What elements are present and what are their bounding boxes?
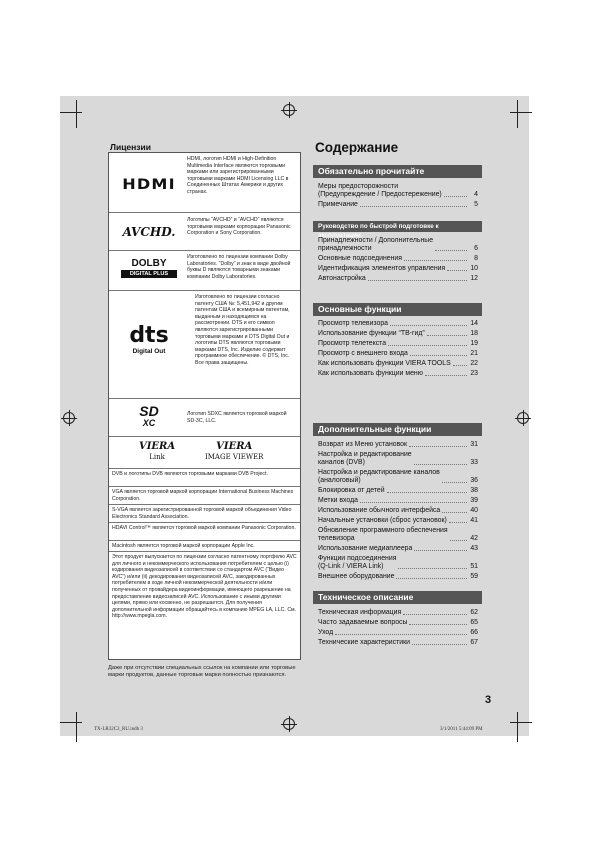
toc-item-page: 40 — [470, 507, 478, 514]
dot-leader — [410, 355, 467, 356]
toc-section-list — [318, 609, 478, 649]
toc-item-page: 41 — [470, 517, 478, 524]
dts-logo-text: dts — [129, 323, 169, 348]
toc-item-label: Функции подсоединения (Q-Link / VIERA Link) — [318, 555, 397, 570]
license-row-sdxc — [109, 399, 300, 437]
crop-mark — [60, 112, 82, 113]
toc-item[interactable] — [318, 497, 478, 505]
toc-item-label: Как использовать функции VIERA TOOLS — [318, 360, 451, 367]
toc-item-label: Метки входа — [318, 497, 358, 504]
dolby-logo — [113, 258, 185, 278]
toc-item-page: 4 — [474, 191, 478, 198]
toc-item[interactable] — [318, 469, 478, 485]
page-number: 3 — [485, 694, 492, 706]
toc-item-label: Идентификация элементов управления — [318, 265, 446, 272]
toc-item[interactable] — [318, 320, 478, 328]
toc-item-page: 36 — [470, 477, 478, 484]
toc-item[interactable] — [318, 330, 478, 338]
registration-mark-icon — [283, 104, 295, 116]
toc-item[interactable] — [318, 201, 478, 209]
license-row-svga — [109, 505, 300, 523]
avchd-logo: AVCHD. — [122, 225, 176, 239]
toc-item-page: 42 — [470, 535, 478, 542]
toc-item[interactable] — [318, 619, 478, 627]
dot-leader — [442, 482, 467, 483]
license-row-viera — [109, 437, 300, 469]
dot-leader — [442, 512, 467, 513]
toc-item[interactable] — [318, 573, 478, 581]
crop-mark — [76, 100, 77, 128]
toc-item[interactable] — [318, 275, 478, 283]
dot-leader — [360, 206, 467, 207]
toc-item-page: 8 — [474, 255, 478, 262]
sdxc-logo — [113, 405, 185, 429]
dts-logo — [113, 323, 185, 355]
dot-leader — [447, 270, 467, 271]
dot-leader — [435, 250, 467, 251]
toc-item-page: 14 — [470, 320, 478, 327]
licenses-box — [108, 152, 301, 660]
dolby-logo-subtext: DIGITAL PLUS — [121, 270, 177, 278]
toc-item-label: Использование медиаплеера — [318, 545, 413, 552]
dot-leader — [412, 644, 467, 645]
toc-item-page: 21 — [470, 350, 478, 357]
dot-leader — [414, 550, 467, 551]
toc-item[interactable] — [318, 340, 478, 348]
dot-leader — [409, 446, 467, 447]
toc-item-label: Меры предосторожности (Предупреждение / Предостережение) — [318, 183, 442, 198]
toc-item-label: Просмотр с внешнего входа — [318, 350, 408, 357]
dot-leader — [404, 260, 467, 261]
toc-item-label: Как использовать функции меню — [318, 370, 423, 377]
license-text: DVB и логотипы DVB являются торговыми марками DVB Project. — [112, 471, 268, 477]
license-text: Логотип SDXC является торговой маркой SD-3C, LLC. — [187, 411, 287, 424]
crop-mark — [60, 722, 82, 723]
footer-file-info: TX-LR32C3_RU.indb 3 — [94, 727, 143, 732]
toc-item-page: 43 — [470, 545, 478, 552]
toc-item[interactable] — [318, 183, 478, 199]
toc-item-label: Часто задаваемые вопросы — [318, 619, 408, 626]
sd-logo-text: SD — [139, 403, 159, 419]
toc-item-label: Просмотр телевизора — [318, 320, 389, 327]
toc-item-page: 39 — [470, 497, 478, 504]
toc-item-page: 59 — [470, 573, 478, 580]
toc-item[interactable] — [318, 265, 478, 273]
toc-section-heading: Обязательно прочитайте — [313, 165, 482, 178]
dot-leader — [449, 522, 467, 523]
license-text: Изготовлено по лицензии согласно патенту США №: 5,451,942 и другим патентам США и всемирным патентам, выданным и находящимся на рассмотрении. DTS и его символ являются зарегистрированными торговыми марками и DTS Digital Out и логотипы DTS являются торговыми марками DTS, Inc. Изделие содержит программное обеспечение. © DTS, Inc. Все права защищены. — [195, 294, 290, 366]
licenses-title: Лицензии — [110, 142, 151, 152]
dot-leader — [390, 325, 467, 326]
dot-leader — [388, 345, 467, 346]
toc-item-page: 23 — [470, 370, 478, 377]
toc-section-heading: Руководство по быстрой подготовке к эксплуатации — [313, 221, 482, 232]
dot-leader — [450, 540, 467, 541]
toc-item[interactable] — [318, 639, 478, 647]
license-row-macintosh — [109, 541, 300, 552]
license-row-avchd — [109, 213, 300, 251]
toc-item-label: Автонастройка — [318, 275, 366, 282]
toc-item-label: Технические характеристики — [318, 639, 410, 646]
toc-item[interactable] — [318, 441, 478, 449]
toc-item[interactable] — [318, 451, 478, 467]
toc-item-label: Примечание — [318, 201, 358, 208]
dts-logo-subtext: Digital Out — [132, 348, 166, 355]
license-row-hdmi — [109, 153, 300, 213]
viera-link-logo — [139, 441, 175, 463]
toc-item[interactable] — [318, 517, 478, 525]
license-text: Логотипы “AVCHD” и “AVCHD” являются торговыми марками корпорации Panasonic Corporation и Sony Corporation. — [187, 217, 291, 237]
dot-leader — [396, 578, 467, 579]
toc-item-label: Внешнее оборудование — [318, 573, 395, 580]
toc-section-heading: Основные функции — [313, 303, 482, 316]
toc-item-label: Возврат из Меню установок — [318, 441, 408, 448]
license-row-hdavi — [109, 523, 300, 541]
license-text: Изготовлено по лицензии компании Dolby Laboratories. “Dolby” и знак в виде двойной буквы D являются товарными знаками компании Dolby Laboratories. — [187, 254, 291, 280]
dot-leader — [368, 280, 467, 281]
toc-section-list — [318, 320, 478, 380]
toc-item-page: 62 — [470, 609, 478, 616]
toc-item-page: 18 — [470, 330, 478, 337]
dot-leader — [453, 365, 467, 366]
toc-item-label: Начальные установки (сброс установок) — [318, 517, 447, 524]
toc-item[interactable] — [318, 237, 478, 253]
dot-leader — [398, 568, 467, 569]
dot-leader — [335, 634, 467, 635]
dolby-logo-text: DOLBY — [131, 258, 167, 269]
crop-mark — [517, 100, 518, 128]
toc-item-page: 66 — [470, 629, 478, 636]
dot-leader — [387, 492, 467, 493]
license-row-dolby — [109, 251, 300, 291]
dot-leader — [403, 614, 467, 615]
toc-item[interactable] — [318, 555, 478, 571]
toc-item-page: 19 — [470, 340, 478, 347]
crop-mark — [510, 722, 532, 723]
toc-section-list — [318, 237, 478, 285]
toc-item-label: Техническая информация — [318, 609, 402, 616]
trademark-note: Даже при отсутствии специальных ссылок на компании или торговые марки продуктов, данные торговые марки полностью признаются. — [108, 665, 296, 679]
dot-leader — [444, 196, 467, 197]
toc-item-label: Настройка и редактирование каналов (DVB) — [318, 451, 412, 466]
toc-item-label: Использование обычного интерфейса — [318, 507, 441, 514]
toc-title: Содержание — [315, 140, 399, 155]
registration-mark-icon — [517, 412, 529, 424]
viera-image-viewer-logo-text: VIERA — [216, 441, 253, 452]
toc-section-list — [318, 441, 478, 583]
viera-link-logo-subtext: Link — [149, 453, 165, 461]
license-text: HDAVI Control™ является торговой маркой компании Panasonic Corporation. — [112, 525, 296, 531]
license-text: HDMI, логотип HDMI и High-Definition Multimedia Interface являются торговыми марками или зарегистрированными торговыми марками HDMI Licensing LLC в Соединенных Штатах Америки и других странах. — [187, 156, 289, 195]
viera-image-viewer-logo-subtext: IMAGE VIEWER — [205, 453, 264, 461]
dot-leader — [409, 624, 467, 625]
toc-item[interactable] — [318, 255, 478, 263]
toc-item[interactable] — [318, 507, 478, 515]
toc-item-label: Использование функции “ТВ-гид” — [318, 330, 425, 337]
crop-mark — [517, 712, 518, 742]
license-row-dvb — [109, 469, 300, 487]
toc-item-label: Основные подсоединения — [318, 255, 402, 262]
dot-leader — [360, 502, 467, 503]
toc-item-page: 31 — [470, 441, 478, 448]
toc-item-page: 33 — [470, 459, 478, 466]
footer-timestamp: 3/1/2011 5:44:09 PM — [440, 727, 483, 732]
toc-item-page: 6 — [474, 245, 478, 252]
xc-logo-text: XC — [142, 418, 156, 428]
toc-item-label: Уход — [318, 629, 334, 636]
toc-section-heading: Техническое описание — [313, 591, 482, 604]
license-row-vga — [109, 487, 300, 505]
toc-item[interactable] — [318, 360, 478, 368]
toc-item[interactable] — [318, 545, 478, 553]
toc-section-list — [318, 183, 478, 211]
toc-item-page: 10 — [470, 265, 478, 272]
toc-item[interactable] — [318, 527, 478, 543]
toc-item-page: 67 — [470, 639, 478, 646]
toc-item-page: 38 — [470, 487, 478, 494]
license-row-avc — [109, 552, 300, 659]
viera-image-viewer-logo — [205, 441, 263, 463]
toc-section-heading: Дополнительные функции — [313, 423, 482, 436]
toc-item-page: 65 — [470, 619, 478, 626]
toc-item-page: 5 — [474, 201, 478, 208]
dot-leader — [414, 464, 467, 465]
toc-item-label: Блокировка от детей — [318, 487, 385, 494]
crop-mark — [510, 112, 532, 113]
viera-link-logo-text: VIERA — [139, 441, 176, 452]
toc-item-page: 22 — [470, 360, 478, 367]
dot-leader — [425, 375, 467, 376]
registration-mark-icon — [283, 718, 295, 730]
toc-item-label: Принадлежности / Дополнительные принадлежности — [318, 237, 434, 252]
toc-item[interactable] — [318, 370, 478, 378]
toc-item[interactable] — [318, 629, 478, 637]
dot-leader — [427, 335, 467, 336]
toc-item[interactable] — [318, 609, 478, 617]
toc-item-page: 51 — [470, 563, 478, 570]
hdmi-logo: HDMI — [122, 177, 176, 193]
toc-item[interactable] — [318, 487, 478, 495]
toc-item-page: 12 — [470, 275, 478, 282]
license-text: VGA является торговой маркой корпорации International Business Machines Corporation. — [112, 489, 294, 502]
license-row-dts — [109, 291, 300, 399]
toc-item-label: Настройка и редактирование каналов (аналоговый) — [318, 469, 440, 484]
registration-mark-icon — [63, 412, 75, 424]
toc-item[interactable] — [318, 350, 478, 358]
license-text: Macintosh является торговой маркой корпорации Apple Inc. — [112, 543, 255, 549]
license-text: S-VGA является зарегистрированной торговой маркой объединения Video Electronics Standard Association. — [112, 507, 292, 520]
toc-item-label: Обновление программного обеспечения телевизора — [318, 527, 448, 542]
crop-mark — [76, 712, 77, 742]
toc-item-label: Просмотр телетекста — [318, 340, 387, 347]
license-text: Этот продукт выпускается по лицензии согласно патентному портфелю AVC для личного и некоммерческого использования потребителем с целью (i) кодирования видеозаписей в соответствии со стандартом AVC (“Видео AVC”) и/или (ii) декодирования видеозаписей AVC, закодированных потребителем в ходе личной некоммерческой деятельности и/или полученных от провайдера видеоинформации, имеющего разрешение на предоставление видеозаписей AVC. Использование с иными другими целями, прямо или косвенно, не разрешается. Для получения дополнительной информации обращайтесь в компанию MPEG LA, LLC. См. http://www.mpegla.com. — [112, 554, 297, 620]
